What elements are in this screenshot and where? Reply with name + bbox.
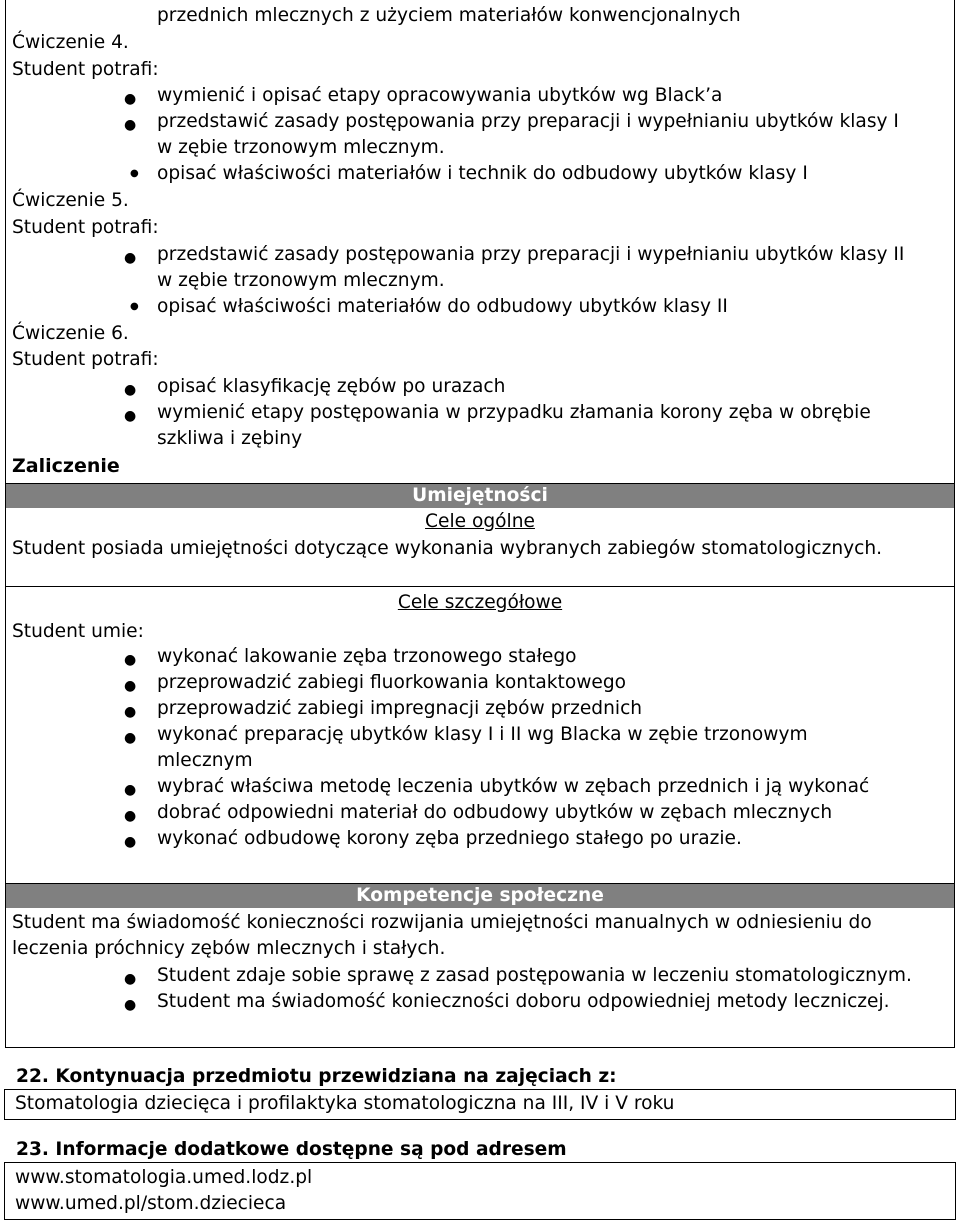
section-22-title: 22. Kontynuacja przedmiotu przewidziana na zajęciach z: — [16, 1066, 617, 1087]
list-item: przedstawić zasady postępowania przy preparacji i wypełnianiu ubytków klasy I — [157, 111, 899, 132]
list-item: opisać właściwości materiałów do odbudowy ubytków klasy II — [157, 296, 728, 317]
list-item: opisać klasyfikację zębów po urazach — [157, 376, 506, 397]
general-goals-text: Student posiada umiejętności dotyczące wykonania wybranych zabiegów stomatologicznych. — [12, 538, 883, 559]
list-item: przedstawić zasady postępowania przy preparacji i wypełnianiu ubytków klasy II — [157, 244, 905, 265]
url-link-2[interactable]: www.umed.pl/stom.dziecieca — [15, 1193, 287, 1214]
bullet-icon: ● — [124, 678, 137, 694]
skills-header: Umiejętności — [412, 485, 548, 506]
zaliczenie-heading: Zaliczenie — [12, 455, 120, 477]
section-22-box — [4, 1089, 956, 1120]
list-item-continued: w zębie trzonowym mlecznym. — [157, 270, 445, 291]
bullet-icon: ● — [124, 117, 137, 133]
list-item: Student ma świadomość konieczności doboru odpowiedniej metody leczniczej. — [157, 991, 890, 1012]
section-23-title: 23. Informacje dodatkowe dostępne są pod adresem — [16, 1139, 567, 1160]
bullet-icon: ● — [124, 834, 137, 850]
section-22-value: Stomatologia dziecięca i profilaktyka stomatologiczna na III, IV i V roku — [15, 1093, 675, 1114]
bullet-icon: ● — [124, 91, 137, 107]
list-item: przeprowadzić zabiegi fluorkowania kontaktowego — [157, 672, 627, 693]
social-text-1: Student ma świadomość konieczności rozwijania umiejętności manualnych w odniesieniu do — [12, 912, 872, 933]
list-item-continued: mlecznym — [157, 750, 253, 771]
list-item: dobrać odpowiedni materiał do odbudowy ubytków w zębach mlecznych — [157, 802, 833, 823]
social-header: Kompetencje społeczne — [356, 885, 604, 906]
exercise-6-heading: Ćwiczenie 6. — [12, 323, 129, 344]
bullet-icon: ● — [124, 782, 137, 798]
list-item-continued: szkliwa i zębiny — [157, 428, 303, 449]
social-text-2: leczenia próchnicy zębów mlecznych i stałych. — [12, 938, 446, 959]
bullet-icon: ● — [130, 301, 139, 312]
bullet-icon: ● — [124, 408, 137, 424]
bullet-icon: ● — [130, 168, 139, 179]
list-item: wybrać właściwa metodę leczenia ubytków w zębach przednich i ją wykonać — [157, 776, 870, 797]
bullet-icon: ● — [124, 652, 137, 668]
student-can-label: Student umie: — [12, 621, 144, 642]
list-item: wymienić etapy postępowania w przypadku złamania korony zęba w obrębie — [157, 402, 871, 423]
url-link-1[interactable]: www.stomatologia.umed.lodz.pl — [15, 1167, 313, 1188]
bullet-icon: ● — [124, 250, 137, 266]
list-item: opisać właściwości materiałów i technik do odbudowy ubytków klasy I — [157, 163, 808, 184]
continued-line: przednich mlecznych z użyciem materiałów konwencjonalnych — [157, 5, 741, 26]
section-23-box — [4, 1162, 956, 1220]
list-item: wymienić i opisać etapy opracowywania ubytków wg Black’a — [157, 85, 723, 106]
divider — [5, 586, 955, 587]
bullet-icon: ● — [124, 808, 137, 824]
list-item: przeprowadzić zabiegi impregnacji zębów przednich — [157, 698, 643, 719]
skills-header-bar — [6, 484, 954, 508]
social-header-bar — [6, 884, 954, 908]
bullet-icon: ● — [124, 382, 137, 398]
list-item: wykonać lakowanie zęba trzonowego stałego — [157, 646, 577, 667]
bullet-icon: ● — [124, 997, 137, 1013]
student-can-label-5: Student potrafi: — [12, 217, 159, 238]
student-can-label-4: Student potrafi: — [12, 59, 159, 80]
list-item: wykonać preparację ubytków klasy I i II wg Blacka w zębie trzonowym — [157, 724, 808, 745]
list-item: Student zdaje sobie sprawę z zasad postępowania w leczeniu stomatologicznym. — [157, 965, 912, 986]
list-item: wykonać odbudowę korony zęba przedniego stałego po urazie. — [157, 828, 742, 849]
divider — [5, 1047, 955, 1048]
student-can-label-6: Student potrafi: — [12, 349, 159, 370]
general-goals-title: Cele ogólne — [425, 511, 535, 532]
specific-goals-title: Cele szczegółowe — [397, 592, 563, 613]
exercise-5-heading: Ćwiczenie 5. — [12, 190, 129, 211]
exercise-4-heading: Ćwiczenie 4. — [12, 32, 129, 53]
list-item-continued: w zębie trzonowym mlecznym. — [157, 137, 445, 158]
bullet-icon: ● — [124, 730, 137, 746]
bullet-icon: ● — [124, 704, 137, 720]
bullet-icon: ● — [124, 971, 137, 987]
